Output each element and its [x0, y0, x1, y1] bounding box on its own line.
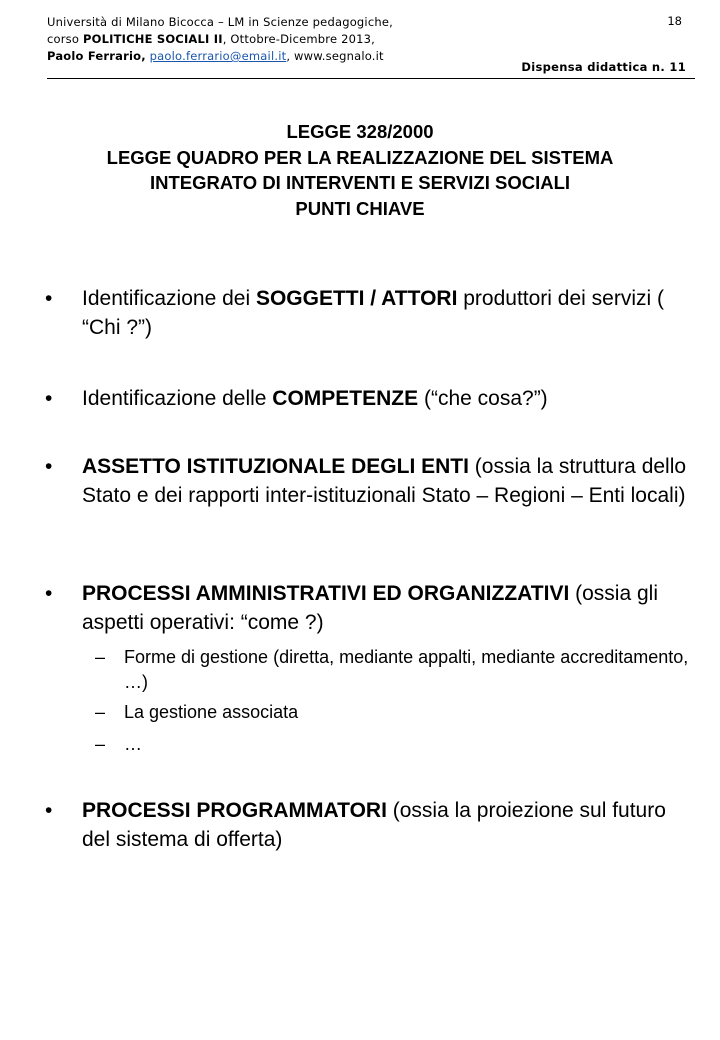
title-line-3: INTEGRATO DI INTERVENTI E SERVIZI SOCIALI [149, 172, 571, 193]
header-course-name: POLITICHE SOCIALI II [82, 32, 223, 46]
bullet-marker: • [45, 287, 53, 310]
list-item-text [82, 797, 695, 854]
list-item-text [82, 580, 695, 637]
dash-marker: – [95, 647, 106, 667]
list-item-text [82, 285, 695, 342]
list-item-soggetti [45, 285, 695, 342]
list-item-assetto [45, 453, 695, 510]
list-item-competenze [45, 385, 695, 414]
item-text-bold: SOGGETTI / ATTORI [255, 287, 458, 310]
header-website-text: , www.segnalo.it [286, 49, 384, 63]
item-text-bold: COMPETENZE [272, 387, 419, 410]
header-author-name: Paolo Ferrario, [47, 49, 146, 63]
item-text-pre: Identificazione dei [82, 287, 256, 310]
header-course-dates: , Ottobre-Dicembre 2013, [222, 32, 375, 46]
list-item-text [82, 453, 695, 510]
list-item-text [82, 385, 695, 414]
title-line-2: LEGGE QUADRO PER LA REALIZZAZIONE DEL SISTEMA [106, 146, 614, 168]
item-text-post: (ossia la proiezione sul futuro del sistema di offerta) [82, 799, 666, 851]
item-text-bold: PROCESSI AMMINISTRATIVI ED ORGANIZZATIVI [82, 582, 570, 605]
bullet-marker: • [45, 455, 53, 478]
dash-marker: – [95, 734, 106, 754]
item-text-bold: ASSETTO ISTITUZIONALE DEGLI ENTI [82, 455, 469, 478]
bullet-marker: • [45, 799, 53, 822]
sub-item-forme-gestione [95, 645, 695, 695]
item-text-pre: Identificazione delle [82, 387, 273, 410]
dispensa-label: Dispensa didattica n. 11 [521, 60, 686, 74]
sub-item-ellipsis [95, 732, 695, 757]
bullet-marker: • [45, 387, 53, 410]
item-text-bold: PROCESSI PROGRAMMATORI [82, 799, 387, 822]
author-email-link[interactable]: paolo.ferrario@email.it [149, 49, 287, 63]
header-university-text: Università di Milano Bicocca – LM in Scienze pedagogiche, [47, 15, 393, 29]
sub-item-text: La gestione associata [124, 702, 299, 722]
item-text-post: (ossia la struttura dello Stato e dei rapporti inter-istituzionali Stato – Regioni – Enti locali) [82, 455, 687, 507]
list-item-processi-programmatori [45, 797, 695, 854]
bullet-marker: • [45, 582, 53, 605]
title-line-1: LEGGE 328/2000 [286, 121, 434, 142]
sub-item-gestione-associata [95, 700, 695, 725]
title-line-4: PUNTI CHIAVE [295, 197, 425, 219]
page-number: 18 [667, 14, 682, 28]
dash-marker: – [95, 702, 106, 722]
sub-item-text: … [124, 734, 142, 754]
item-text-post: (“che cosa?”) [418, 387, 548, 410]
sub-item-text: Forme di gestione (diretta, mediante appalti, mediante accreditamento, …) [124, 647, 689, 692]
list-item-processi-amministrativi [45, 580, 695, 637]
header-course-prefix: corso [47, 32, 83, 46]
item-text-post: (ossia gli aspetti operativi: “come ?) [82, 582, 658, 634]
item-text-post: produttori dei servizi ( “Chi ?”) [82, 287, 664, 339]
